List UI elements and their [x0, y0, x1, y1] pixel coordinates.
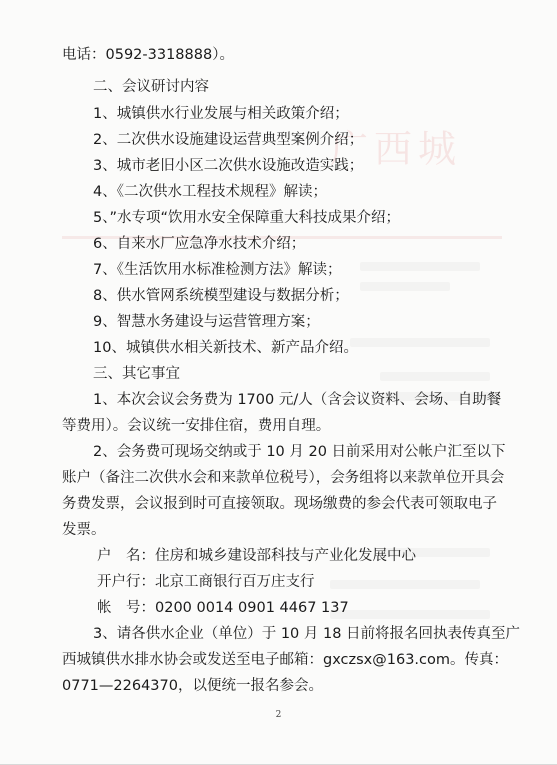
- paragraph-line: 3、请各供水企业（单位）于 10 月 18 日前将报名回执表传真至广: [93, 626, 521, 642]
- list-item: 1、城镇供水行业发展与相关政策介绍；: [93, 106, 349, 122]
- paragraph-line: 西城镇供水排水协会或发送至电子邮箱：gxczsx@163.com。传真：: [62, 652, 509, 668]
- account-name-line: 户 名：住房和城乡建设部科技与产业化发展中心: [97, 548, 416, 564]
- paragraph-line: 等费用）。会议统一安排住宿，费用自理。: [62, 418, 331, 434]
- bleed-through-text: [380, 372, 490, 381]
- list-item: 6、自来水厂应急净水技术介绍；: [93, 236, 306, 252]
- section-heading: 三、其它事宜: [93, 366, 180, 382]
- list-item: 5、”水专项“饮用水安全保障重大科技成果介绍；: [93, 210, 400, 226]
- list-item: 3、城市老旧小区二次供水设施改造实践；: [93, 158, 364, 174]
- list-item: 10、城镇供水相关新技术、新产品介绍。: [93, 340, 358, 356]
- bleed-through-text: [360, 262, 480, 271]
- paragraph-line: 0771—2264370，以便统一报名参会。: [62, 678, 323, 694]
- contact-phone-line: 电话：0592-3318888）。: [62, 47, 234, 63]
- list-item: 2、二次供水设施建设运营典型案例介绍；: [93, 132, 364, 148]
- bleed-through-title: 广西城: [330, 127, 463, 171]
- bleed-through-text: [350, 338, 490, 347]
- paragraph-line: 1、本次会议会务费为 1700 元/人（含会议资料、会场、自助餐: [93, 392, 502, 408]
- account-number-line: 帐 号：0200 0014 0901 4467 137: [97, 600, 349, 616]
- list-item: 7、《生活饮用水标准检测方法》解读；: [93, 262, 342, 278]
- list-item: 4、《二次供水工程技术规程》解读；: [93, 184, 327, 200]
- page-number: 2: [275, 710, 282, 720]
- paragraph-line: 发票。: [62, 522, 106, 538]
- bleed-through-text: [330, 580, 480, 589]
- paragraph-line: 务费发票，会议报到时可直接领取。现场缴费的参会代表可领取电子: [62, 496, 497, 512]
- bleed-through-text: [330, 610, 490, 619]
- bleed-through-text: [360, 282, 450, 291]
- section-heading: 二、会议研讨内容: [93, 79, 209, 95]
- paragraph-line: 账户（备注二次供水会和来款单位税号），会务组将以来款单位开具会: [62, 470, 505, 486]
- list-item: 9、智慧水务建设与运营管理方案；: [93, 314, 320, 330]
- paragraph-line: 2、会务费可现场交纳或于 10 月 20 日前采用对公帐户汇至以下: [93, 444, 506, 460]
- list-item: 8、供水管网系统模型建设与数据分析；: [93, 288, 349, 304]
- bank-line: 开户行：北京工商银行百万庄支行: [97, 574, 315, 590]
